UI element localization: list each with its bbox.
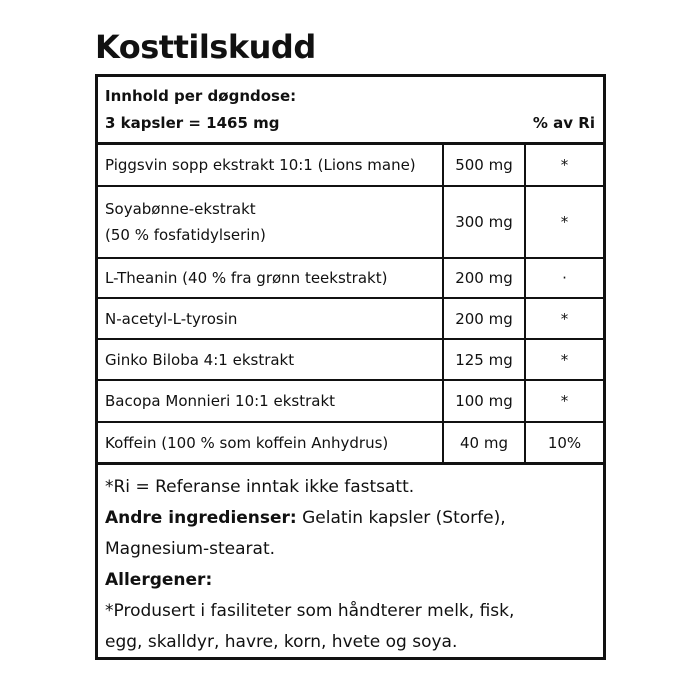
ingredient-name-line1: Soyabønne-ekstrakt: [105, 200, 256, 218]
other-ingredients-label: Andre ingredienser:: [105, 508, 297, 528]
allergen-text-2: egg, skalldyr, havre, korn, hvete og soya.: [105, 632, 458, 652]
ingredient-ri: *: [560, 156, 569, 174]
table-header: [98, 77, 603, 145]
other-ingredients-text: Gelatin kapsler (Storfe),: [296, 508, 506, 528]
ingredient-amount: 125 mg: [444, 340, 526, 379]
table-row: [98, 259, 603, 299]
ingredient-ri: ·: [562, 269, 567, 287]
table-row: [98, 299, 603, 340]
ingredient-name: L-Theanin (40 % fra grønn teekstrakt): [98, 259, 444, 297]
allergen-text-1: *Produsert i fasiliteter som håndterer melk, fisk,: [105, 601, 515, 621]
table-row: [98, 423, 603, 465]
ingredient-amount: 200 mg: [444, 299, 526, 338]
ingredient-ri: *: [560, 392, 569, 410]
ingredient-ri: *: [560, 309, 569, 328]
header-capsule-amount: 3 kapsler = 1465 mg: [105, 114, 280, 132]
footer-notes: [105, 472, 600, 658]
ingredient-amount: 500 mg: [444, 145, 526, 185]
nutrition-table: [95, 74, 606, 660]
ingredient-name: [98, 187, 444, 257]
table-row: [98, 340, 603, 381]
table-row: [98, 187, 603, 259]
ingredient-name: Bacopa Monnieri 10:1 ekstrakt: [98, 381, 444, 421]
other-ingredients: [105, 503, 600, 534]
table-row: [98, 381, 603, 423]
ingredient-name: N-acetyl-L-tyrosin: [98, 299, 444, 338]
ingredient-name-line2: (50 % fosfatidylserin): [105, 226, 266, 244]
ingredient-ri: 10%: [547, 433, 582, 452]
ingredient-amount: 40 mg: [444, 423, 526, 462]
ingredient-name: Ginko Biloba 4:1 ekstrakt: [98, 340, 444, 379]
ingredient-amount: 100 mg: [444, 381, 526, 421]
ingredient-ri: *: [560, 213, 569, 231]
page-title: Kosttilskudd: [95, 28, 316, 66]
ri-note: *Ri = Referanse inntak ikke fastsatt.: [105, 477, 415, 497]
ingredient-name: Koffein (100 % som koffein Anhydrus): [98, 423, 444, 462]
ingredient-name: Piggsvin sopp ekstrakt 10:1 (Lions mane): [98, 145, 444, 185]
ingredient-amount: 300 mg: [444, 187, 526, 257]
ingredient-amount: 200 mg: [444, 259, 526, 297]
header-dose-label: Innhold per døgndose:: [105, 87, 297, 105]
table-row: [98, 145, 603, 187]
allergen-label: Allergener:: [105, 570, 213, 590]
other-ingredients-text-2: Magnesium-stearat.: [105, 539, 276, 559]
ingredient-ri: *: [560, 350, 569, 369]
header-ri-label: % av Ri: [532, 114, 595, 132]
